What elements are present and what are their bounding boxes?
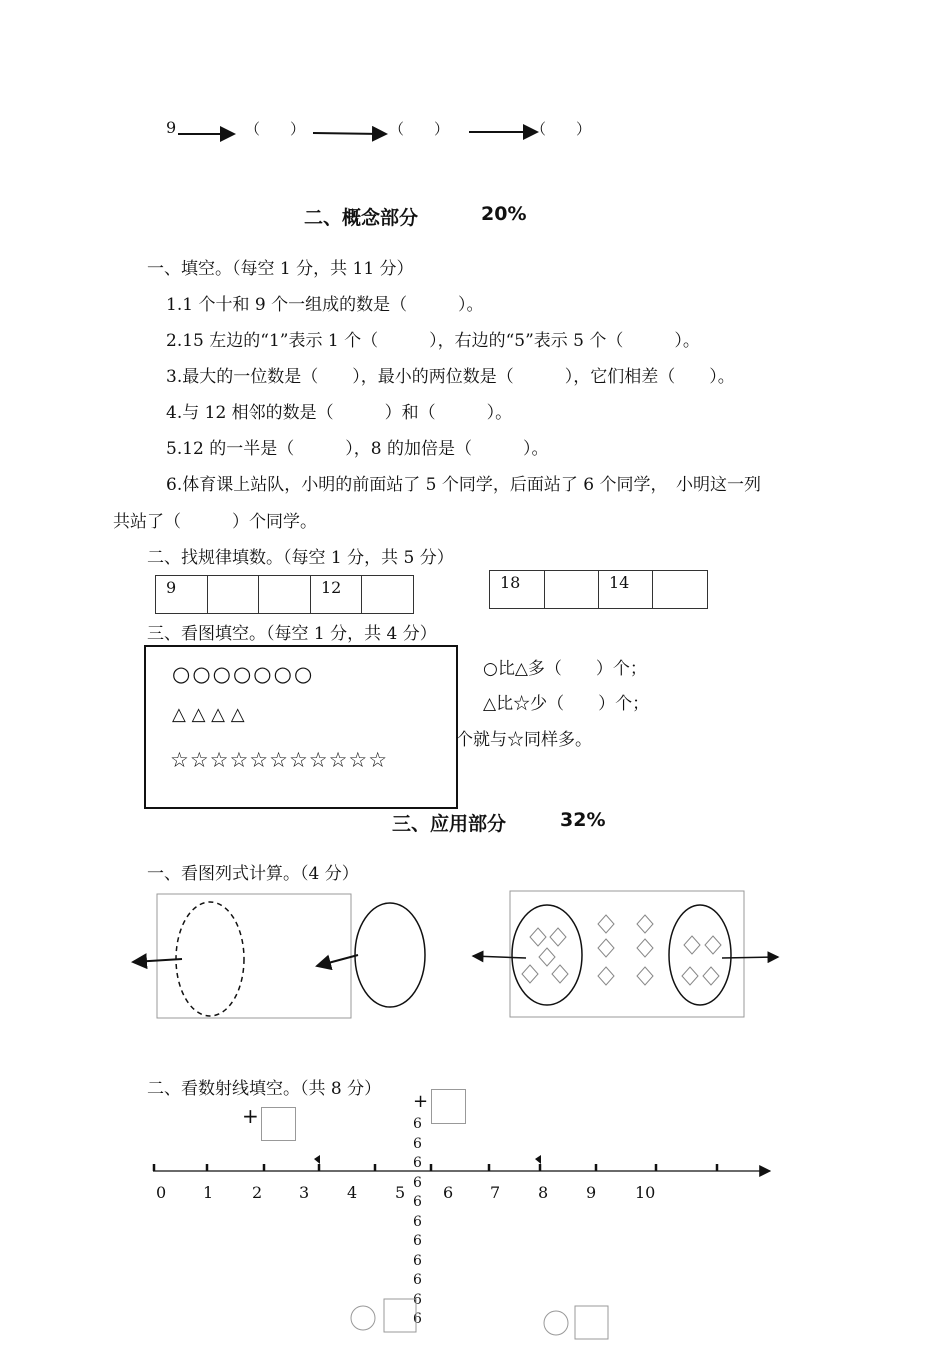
answer-square bbox=[384, 1299, 416, 1332]
diamond bbox=[637, 967, 653, 985]
sequence-blank-2[interactable]: （ ） bbox=[389, 120, 450, 138]
diamond bbox=[598, 915, 614, 933]
answer-circle bbox=[544, 1311, 568, 1335]
jump-marker bbox=[535, 1155, 541, 1164]
diamond bbox=[552, 965, 568, 983]
plus-sign-2: + bbox=[413, 1091, 429, 1112]
fill-q1: 1.1 个十和 9 个一组成的数是（ ）。 bbox=[166, 295, 484, 315]
diamond bbox=[682, 967, 698, 985]
pattern-cell: 14 bbox=[599, 571, 653, 608]
diamond bbox=[598, 939, 614, 957]
fill-q3: 3.最大的一位数是（ ），最小的两位数是（ ），它们相差（ ）。 bbox=[166, 367, 735, 387]
fill-heading: 一、填空。（每空 1 分，共 11 分） bbox=[147, 259, 414, 279]
sequence-blank-1[interactable]: （ ） bbox=[245, 120, 306, 138]
pattern-cell[interactable] bbox=[362, 576, 413, 613]
pattern-cell: 9 bbox=[156, 576, 208, 613]
diamond bbox=[705, 936, 721, 954]
oval-right-diamonds bbox=[669, 905, 731, 1005]
tick-label: 10 bbox=[635, 1183, 656, 1202]
picture-answer-1: ○比△多（ ）个； bbox=[483, 659, 647, 679]
answer-circle bbox=[351, 1306, 375, 1330]
pattern-cell[interactable] bbox=[653, 571, 707, 608]
tick-label: 6 bbox=[443, 1183, 454, 1202]
tick-label: 2 bbox=[252, 1183, 263, 1202]
diamond bbox=[522, 965, 538, 983]
diamond bbox=[539, 948, 555, 966]
section2-percent: 20% bbox=[481, 203, 527, 225]
picture-heading: 三、看图填空。（每空 1 分，共 4 分） bbox=[147, 624, 437, 644]
diamond bbox=[703, 967, 719, 985]
tick-label: 1 bbox=[203, 1183, 214, 1202]
section3-title: 三、应用部分 bbox=[392, 813, 507, 835]
plus-sign-1: + bbox=[242, 1104, 259, 1128]
sequence-blank-3[interactable]: （ ） bbox=[531, 120, 592, 138]
pattern-cell[interactable] bbox=[259, 576, 311, 613]
diamond bbox=[550, 928, 566, 946]
diamond bbox=[598, 967, 614, 985]
bottom-answer-shapes bbox=[0, 1296, 950, 1346]
section3-percent: 32% bbox=[560, 809, 606, 831]
tick-label: 0 bbox=[156, 1183, 167, 1202]
pattern-table-2 bbox=[489, 570, 708, 609]
diamond bbox=[530, 928, 546, 946]
sequence-start: 9 bbox=[166, 118, 177, 137]
tick-label: 9 bbox=[586, 1183, 597, 1202]
number-line bbox=[0, 1150, 950, 1190]
numberline-heading: 二、看数射线填空。（共 8 分） bbox=[147, 1079, 382, 1099]
answer-square bbox=[575, 1306, 608, 1339]
dashed-oval bbox=[176, 902, 244, 1016]
fill-q2: 2.15 左边的“1”表示 1 个（ ），右边的“5”表示 5 个（ ）。 bbox=[166, 331, 700, 351]
jump-marker bbox=[314, 1155, 320, 1164]
pattern-cell[interactable] bbox=[545, 571, 599, 608]
circles-row: ○○○○○○○ bbox=[172, 662, 315, 686]
triangles-row: △ △ △ △ bbox=[172, 704, 245, 725]
tick-label: 5 bbox=[395, 1183, 406, 1202]
fill-q5: 5.12 的一半是（ ），8 的加倍是（ ）。 bbox=[166, 439, 549, 459]
calc-figures bbox=[0, 885, 950, 1035]
pattern-cell: 12 bbox=[311, 576, 362, 613]
diamond bbox=[637, 915, 653, 933]
vertical-sixes: 6 6 6 6 6 6 6 6 6 6 6 bbox=[413, 1116, 422, 1327]
diamond bbox=[684, 936, 700, 954]
fill-q6b: 共站了（ ）个同学。 bbox=[113, 512, 317, 532]
tick-label: 3 bbox=[299, 1183, 310, 1202]
tick-label: 4 bbox=[347, 1183, 358, 1202]
sequence-arrows bbox=[0, 115, 950, 155]
fill-q6a: 6.体育课上站队，小明的前面站了 5 个同学，后面站了 6 个同学， 小明这一列 bbox=[166, 475, 761, 495]
answer-box-2[interactable] bbox=[431, 1089, 466, 1124]
pattern-table-1 bbox=[155, 575, 414, 614]
stars-row: ☆☆☆☆☆☆☆☆☆☆☆ bbox=[170, 748, 389, 772]
figure-right-frame bbox=[510, 891, 744, 1017]
pattern-heading: 二、找规律填数。（每空 1 分，共 5 分） bbox=[147, 548, 454, 568]
calc-heading: 一、看图列式计算。（4 分） bbox=[147, 864, 359, 884]
sequence-arrow bbox=[313, 133, 386, 134]
diamond bbox=[637, 939, 653, 957]
tick-label: 8 bbox=[538, 1183, 549, 1202]
tick-label: 7 bbox=[490, 1183, 501, 1202]
pattern-cell: 18 bbox=[490, 571, 545, 608]
arrow-out-right bbox=[722, 957, 778, 958]
pattern-cell[interactable] bbox=[208, 576, 259, 613]
answer-box-1[interactable] bbox=[261, 1107, 296, 1141]
section2-title: 二、概念部分 bbox=[304, 207, 419, 229]
picture-answer-3: 个就与☆同样多。 bbox=[456, 730, 592, 750]
fill-q4: 4.与 12 相邻的数是（ ）和（ ）。 bbox=[166, 403, 513, 423]
solid-oval bbox=[355, 903, 425, 1007]
oval-left-diamonds bbox=[512, 905, 582, 1005]
arrow-left-2 bbox=[317, 955, 358, 966]
picture-answer-2: △比☆少（ ）个； bbox=[483, 694, 650, 714]
arrow-out-left bbox=[473, 956, 526, 958]
